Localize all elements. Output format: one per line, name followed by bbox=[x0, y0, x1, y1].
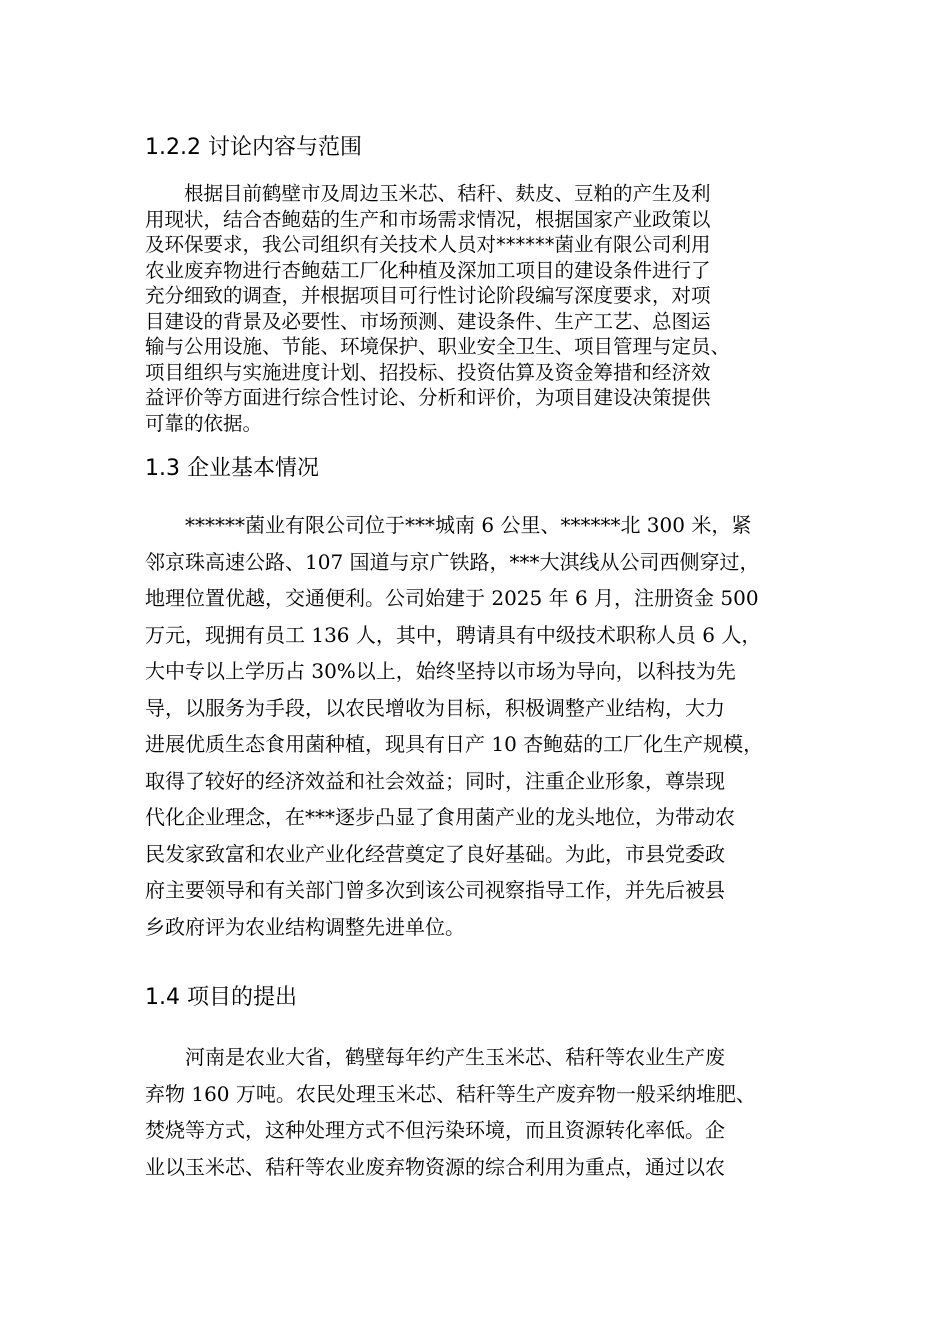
paragraph-line: 万元，现拥有员工 136 人，其中，聘请具有中级技术职称人员 6 人， bbox=[145, 622, 762, 647]
paragraph-line: 业以玉米芯、秸秆等农业废弃物资源的综合利用为重点，通过以农 bbox=[145, 1154, 725, 1179]
paragraph-line: 大中专以上学历占 30%以上，始终坚持以市场为导向，以科技为先 bbox=[145, 659, 736, 683]
paragraph-line: 目建设的背景及必要性、市场预测、建设条件、生产工艺、总图运 bbox=[145, 309, 711, 333]
paragraph-line: 农业废弃物进行杏鲍菇工厂化种植及深加工项目的建设条件进行了 bbox=[145, 258, 711, 282]
paragraph-line: 充分细致的调查，并根据项目可行性讨论阶段编写深度要求，对项 bbox=[145, 284, 711, 307]
section-heading-1-4: 1.4 项目的提出 bbox=[145, 985, 297, 1010]
paragraph-line: 乡政府评为农业结构调整先进单位。 bbox=[145, 914, 465, 939]
paragraph-line: 府主要领导和有关部门曾多次到该公司视察指导工作，并先后被县 bbox=[145, 878, 725, 902]
paragraph-line: 用现状，结合杏鲍菇的生产和市场需求情况，根据国家产业政策以 bbox=[145, 207, 711, 231]
paragraph-line: ******菌业有限公司位于***城南 6 公里、******北 300 米，紧 bbox=[145, 513, 752, 537]
paragraph-line: 根据目前鹤壁市及周边玉米芯、秸秆、麸皮、豆粕的产生及利 bbox=[145, 182, 711, 205]
paragraph-line: 弃物 160 万吨。农民处理玉米芯、秸秆等生产废弃物一般采纳堆肥、 bbox=[145, 1081, 756, 1106]
paragraph-line: 代化企业理念，在***逐步凸显了食用菌产业的龙头地位，为带动农 bbox=[145, 805, 735, 829]
paragraph-line: 可靠的依据。 bbox=[145, 411, 263, 435]
section-1-2-2-body bbox=[145, 181, 820, 436]
paragraph-line: 输与公用设施、节能、环境保护、职业安全卫生、项目管理与定员、 bbox=[145, 335, 731, 358]
section-heading-1-2-2: 1.2.2 讨论内容与范围 bbox=[145, 135, 362, 160]
paragraph-line: 邻京珠高速公路、107 国道与京广铁路，***大淇线从公司西侧穿过， bbox=[145, 549, 760, 574]
paragraph-line: 导，以服务为手段，以农民增收为目标，积极调整产业结构，大力 bbox=[145, 695, 725, 720]
section-1-4-body bbox=[145, 1039, 820, 1185]
paragraph-line: 益评价等方面进行综合性讨论、分析和评价，为项目建设决策提供 bbox=[145, 386, 711, 409]
paragraph-line: 取得了较好的经济效益和社会效益；同时，注重企业形象，尊崇现 bbox=[145, 768, 725, 793]
section-heading-1-3: 1.3 企业基本情况 bbox=[145, 456, 319, 481]
paragraph-line: 河南是农业大省，鹤壁每年约产生玉米芯、秸秆等农业生产废 bbox=[145, 1045, 725, 1069]
paragraph-line: 及环保要求，我公司组织有关技术人员对******菌业有限公司利用 bbox=[145, 233, 711, 256]
paragraph-line: 项目组织与实施进度计划、招投标、投资估算及资金筹措和经济效 bbox=[145, 360, 711, 384]
paragraph-line: 进展优质生态食用菌种植，现具有日产 10 杏鲍菇的工厂化生产规模， bbox=[145, 732, 764, 756]
paragraph-line: 焚烧等方式，这种处理方式不但污染环境，而且资源转化率低。企 bbox=[145, 1118, 725, 1142]
section-1-3-body bbox=[145, 507, 820, 945]
paragraph-line: 民发家致富和农业产业化经营奠定了良好基础。为此，市县党委政 bbox=[145, 841, 725, 866]
paragraph-line: 地理位置优越，交通便利。公司始建于 2025 年 6 月，注册资金 500 bbox=[145, 586, 759, 610]
